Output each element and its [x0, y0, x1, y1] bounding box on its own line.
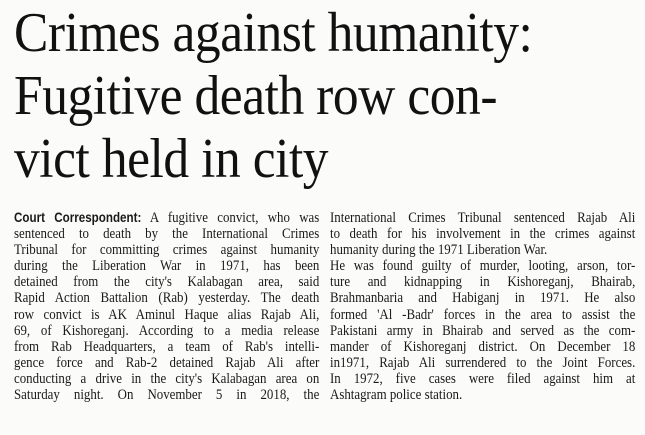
article-column-right [330, 210, 635, 403]
article-line: row convict is AK Aminul Haque alias Rajab Ali, [14, 306, 320, 323]
article-column-left [14, 210, 319, 403]
article-line: formed 'Al -Badr' forces in the area to assist the [330, 306, 636, 323]
headline-line: Fugitive death row con- [14, 65, 498, 127]
article-line: sentenced to death by the International Crimes [14, 226, 320, 243]
article-line: in1971, Rajab Ali surrendered to the Joint Forces. [330, 354, 636, 371]
headline-line: vict held in city [14, 128, 329, 190]
article-line: He was found guilty of murder, looting, arson, tor- [330, 258, 636, 275]
article-line: from Rab Headquarters, a team of Rab's intelli- [14, 338, 320, 355]
article-line: to death for his involvement in the crimes against [330, 226, 636, 243]
article-text: A fugitive convict, who was [141, 210, 320, 226]
article-line: In 1972, five cases were filed against him at [330, 370, 636, 387]
article-line: detained from the city's Kalabagan area, said [14, 274, 320, 291]
article-line: conducting a drive in the city's Kalabagan area on [14, 370, 320, 387]
article-line: Tribunal for committing crimes against humanity [14, 242, 320, 259]
article-line: gence force and Rab-2 detained Rajab Ali after [14, 354, 320, 371]
headline [14, 2, 589, 191]
article-line: ture and kidnapping in Kishoreganj, Bhairab, [330, 274, 636, 291]
article-line: Pakistani army in Bhairab and served as the com- [330, 322, 636, 339]
article-line: 69, of Kishoreganj. According to a media release [14, 322, 320, 339]
article-line [14, 210, 319, 226]
article-line: Brahmanbaria and Habiganj in 1971. He also [330, 290, 636, 307]
article-line: humanity during the 1971 Liberation War. [330, 242, 548, 259]
headline-line: Crimes against humanity: [14, 2, 533, 64]
article-line: International Crimes Tribunal sentenced Rajab Ali [330, 210, 636, 226]
article-line: Ashtagram police station. [330, 387, 463, 404]
byline: Court Correspondent: [14, 210, 142, 225]
article-line: Rapid Action Battalion (Rab) yesterday. The death [14, 290, 320, 307]
article-line: Saturday night. On November 5 in 2018, the [14, 387, 320, 404]
article-line: mander of Kishoreganj district. On December 18 [330, 338, 636, 355]
article-line: during the Liberation War in 1971, has been [14, 258, 320, 275]
